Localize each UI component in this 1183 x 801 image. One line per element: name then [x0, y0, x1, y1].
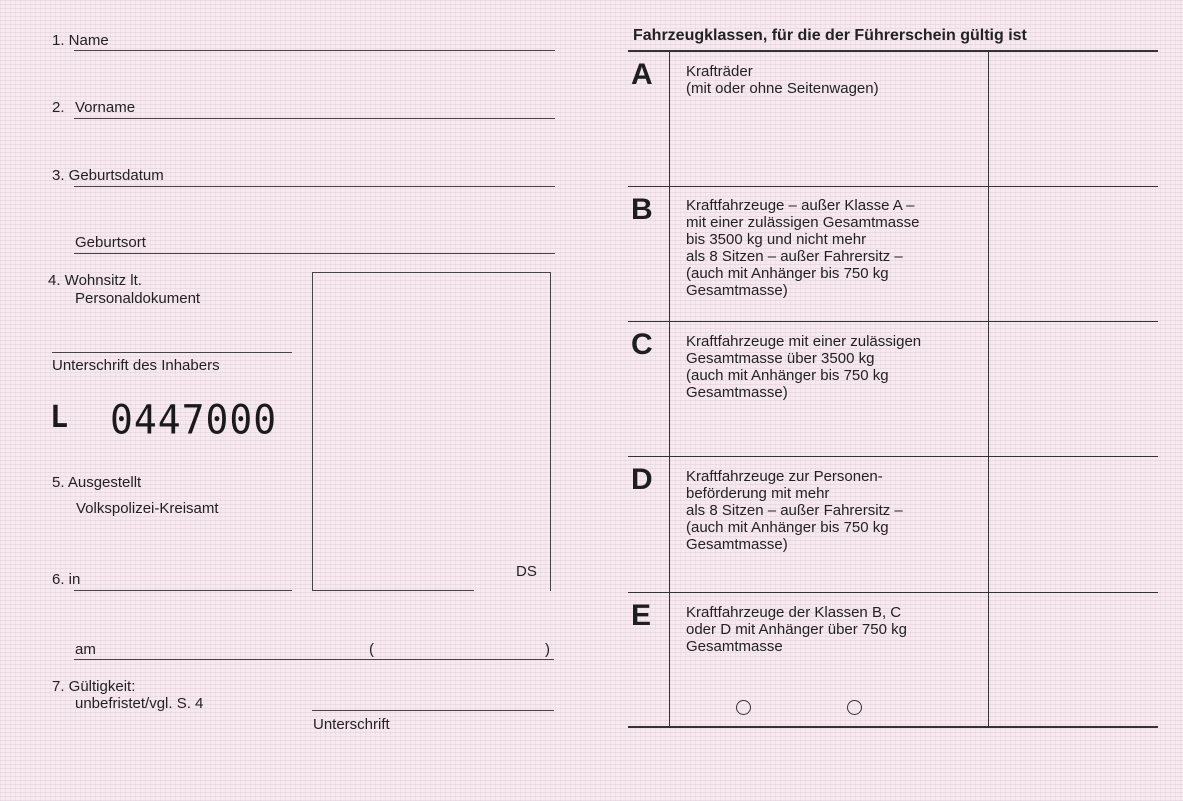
- class-d-description: Kraftfahrzeuge zur Personen- beförderung mit mehr als 8 Sitzen – außer Fahrersitz – (auch mit Anhänger bis 750 kg Gesamtmasse): [686, 468, 903, 553]
- geburtsdatum-line: [74, 186, 555, 187]
- field-vorname-label: Vorname: [75, 99, 136, 116]
- row-rule-e: [628, 726, 1158, 728]
- row-rule-a: [628, 186, 1158, 187]
- gueltigkeit-value: unbefristet/vgl. S. 4: [75, 695, 204, 712]
- in-line: [74, 590, 292, 591]
- photo-box: [312, 272, 551, 591]
- class-e-description: Kraftfahrzeuge der Klassen B, C oder D mit Anhänger über 750 kg Gesamtmasse: [686, 604, 907, 655]
- class-d-letter: D: [631, 463, 653, 496]
- vorname-line: [74, 118, 555, 119]
- field-in-label: 6. in: [52, 571, 81, 588]
- row-rule-d: [628, 592, 1158, 593]
- field-geburtsort-label: Geburtsort: [75, 234, 146, 251]
- punch-hole-left-icon: [736, 700, 751, 715]
- paren-close: ): [545, 641, 550, 658]
- class-a-letter: A: [631, 58, 653, 91]
- class-c-letter: C: [631, 328, 653, 361]
- classes-divider-left: [669, 51, 670, 726]
- class-c-description: Kraftfahrzeuge mit einer zulässigen Gesamtmasse über 3500 kg (auch mit Anhänger bis 750 kg Gesamtmasse): [686, 333, 922, 401]
- serial-number: 0447000: [110, 396, 278, 444]
- row-rule-c: [628, 456, 1158, 457]
- classes-top-rule: [628, 50, 1158, 52]
- class-a-description: Krafträder (mit oder ohne Seitenwagen): [686, 63, 879, 97]
- field-wohnsitz-label: 4. Wohnsitz lt.: [48, 272, 142, 289]
- signature-label: Unterschrift: [313, 716, 390, 733]
- field-wohnsitz-label-2: Personaldokument: [75, 290, 201, 307]
- punch-hole-right-icon: [847, 700, 862, 715]
- field-am-label: am: [75, 641, 96, 658]
- classes-heading: Fahrzeugklassen, für die der Führerschein gültig ist: [633, 27, 1027, 44]
- signature-holder-line: [52, 352, 292, 353]
- class-b-description: Kraftfahrzeuge – außer Klasse A – mit einer zulässigen Gesamtmasse bis 3500 kg und nicht mehr als 8 Sitzen – außer Fahrersitz – (auch mit Anhänger bis 750 kg Gesamtmasse): [686, 197, 920, 299]
- name-line: [74, 50, 555, 51]
- field-vorname-number: 2.: [52, 99, 65, 116]
- row-rule-b: [628, 321, 1158, 322]
- field-name-label: 1. Name: [52, 32, 109, 49]
- issuer-label: Volkspolizei-Kreisamt: [76, 500, 219, 517]
- field-geburtsdatum-label: 3. Geburtsdatum: [52, 167, 164, 184]
- geburtsort-line: [74, 253, 555, 254]
- paren-open: (: [369, 641, 374, 658]
- field-ausgestellt-label: 5. Ausgestellt: [52, 474, 142, 491]
- classes-divider-right: [988, 51, 989, 726]
- field-gueltigkeit-label: 7. Gültigkeit:: [52, 678, 136, 695]
- class-b-letter: B: [631, 193, 653, 226]
- photo-box-bottom: [312, 590, 474, 591]
- serial-prefix: L: [50, 400, 69, 435]
- class-e-letter: E: [631, 599, 652, 632]
- signature-holder-label: Unterschrift des Inhabers: [52, 357, 220, 374]
- am-line: [74, 659, 554, 660]
- signature-line: [312, 710, 554, 711]
- ds-label: DS: [516, 563, 537, 580]
